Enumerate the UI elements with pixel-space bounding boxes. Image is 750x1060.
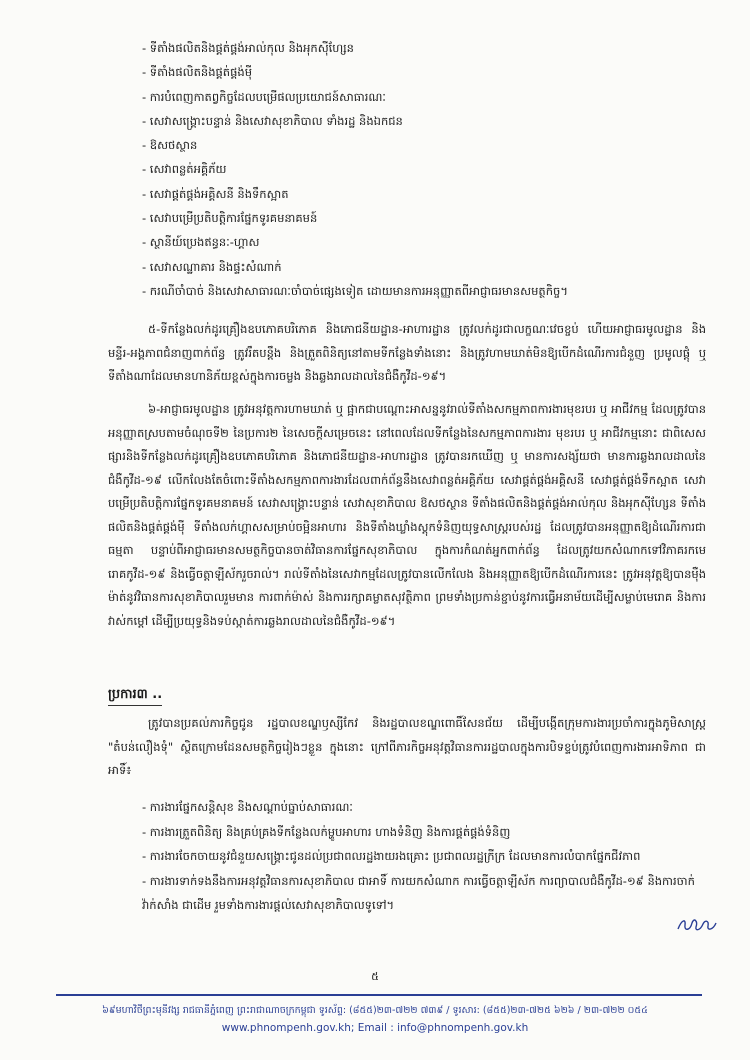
list-item: - ស្ថានីយ៍ប្រេងឥន្ធនៈ-ហ្គាស — [142, 235, 260, 250]
list-item: - ទីតាំងផលិតនិងផ្គត់ផ្គង់អាល់កុល និងអុកស៊ីហ្សែន — [142, 41, 354, 55]
footer-address: ៦៩មហាវិថីព្រះមុនីវង្ស រាជធានីភ្នំពេញ ព្រះរាជាណាចក្រកម្ពុជា ទូរស័ព្ទ: (៨៥៥)២៣-៧២២ ៧៣៩ / ទូរសារ: (៨៥៥)២៣-៧២៥ ៦២៦ / ២៣-៧២២ ០៥៤ — [102, 1005, 648, 1016]
list-item: - សេវាសណ្ឋាគារ និងផ្ទះសំណាក់ — [142, 259, 282, 274]
list-item: - ការបំពេញកាតព្វកិច្ចដែលបម្រើផលប្រយោជន៍សាធារណៈ — [142, 89, 386, 104]
article-3-heading: ប្រការ៣ .. — [108, 686, 162, 706]
paragraph-6: ៦-អាជ្ញាធរមូលដ្ឋាន ត្រូវអនុវត្តការហាមឃាត់ ឬ ផ្អាកជាបណ្តោះអាសន្ននូវរាល់ទីតាំងសកម្មភាពការងារមុខរបរ ឬ អាជីវកម្ម ដែលត្រូវបានអនុញ្ញាតស្របតាមចំណុចទី២ នៃប្រការ២ នៃសេចក្តីសម្រេចនេះ នៅពេលដែលទីកន្លែងនៃសកម្មភាពការងារ មុខរបរ ឬ អាជីវកម្មនោះ ជាពិសេសផ្សារនិងទីកន្លែងលក់ដូរគ្រឿងឧបភោគបរិភោគ និងភោជនីយដ្ឋាន-អាហារដ្ឋាន ត្រូវបានរកឃើញ ឬ មានការសង្ស័យថា មានការឆ្លងរាលដាលនៃជំងឺកូវីដ-១៩ លើកលែងតែចំពោះទីតាំងសកម្មភាពការងារដែលពាក់ព័ន្ធនឹងសេវាពន្លត់អគ្គិភ័យ សេវាផ្គត់ផ្គង់អគ្គិសនី សេវាផ្គត់ផ្គង់ទឹកស្អាត សេវាបម្រើប្រតិបត្តិការផ្នែកទូរគមនាគមន៍ សេវាសង្គ្រោះបន្ទាន់ សេវាសុខាភិបាល ឱសថស្ថាន ទីតាំងផលិតនិងផ្គត់ផ្គង់អាល់កុល និងអុកស៊ីហ្សែន ទីតាំងផលិតនិងផ្គត់ផ្គង់ម៉ី ទីតាំងលក់ហ្គាសសម្រាប់ចម្អិនអាហារ និងទីតាំងឃ្លាំងស្តុកទំនិញយុទ្ធសាស្ត្ររបស់រដ្ឋ ដែលត្រូវបានអនុញ្ញាតឱ្យដំណើរការជាធម្មតា បន្ទាប់ពីអាជ្ញាធរមានសមត្ថកិច្ចបានចាត់វិធានការផ្នែកសុខាភិបាល ក្នុងការកំណត់អ្នកពាក់ព័ន្ធ ដែលត្រូវយកសំណាកទៅវិភាគរកមេរោគកូវីដ-១៩ និងធ្វើចត្តាឡីស័ករួចរាល់។ រាល់ទីតាំងនៃសេវាកម្មដែលត្រូវបានលើកលែង និងអនុញ្ញាតឱ្យបើកដំណើរការនេះ ត្រូវអនុវត្តឱ្យបានម៉ឺងម៉ាត់នូវវិធានការសុខាភិបាលរួមមាន ការពាក់ម៉ាស់ និងការរក្សាគម្លាតសុវត្ថិភាព ព្រមទាំងប្រកាន់ខ្ជាប់នូវការធ្វើអនាម័យដើម្បីសម្លាប់មេរោគ និងការវាស់កម្តៅ ដើម្បីប្រយុទ្ធនិងទប់ស្កាត់ការឆ្លងរាលដាលនៃជំងឺកូវីដ-១៩។ — [108, 402, 706, 628]
footer-divider — [56, 994, 702, 996]
list-item: - ទីតាំងផលិតនិងផ្គត់ផ្គង់ម៉ី — [142, 65, 253, 80]
priority-tasks-list — [142, 795, 708, 918]
initials-signature — [676, 915, 718, 935]
list-item: - ការងារចែកចាយនូវជំនួយសង្គ្រោះជូនដល់ប្រជាពលរដ្ឋងាយរងគ្រោះ ប្រជាពលរដ្ឋក្រីក្រ ដែលមានការលំបាកផ្នែកជីវភាព — [142, 849, 641, 863]
list-item: - ការងារត្រួតពិនិត្យ និងគ្រប់គ្រងទីកន្លែងលក់ម្ហូបអាហារ ហាងទំនិញ និងការផ្គត់ផ្គង់ទំនិញ — [142, 824, 511, 839]
page-number: ៥ — [371, 970, 379, 983]
paragraph-5: ៥-ទីកន្លែងលក់ដូរគ្រឿងឧបភោគបរិភោគ និងភោជនីយដ្ឋាន-អាហារដ្ឋាន ត្រូវលក់ដូរជាលក្ខណៈវេចខ្ចប់ ហើយអាជ្ញាធរមូលដ្ឋាន និងមន្ទីរ-អង្គភាពជំនាញពាក់ព័ន្ធ ត្រូវរឹតបន្តឹង និងត្រួតពិនិត្យនៅតាមទីកន្លែងទាំងនោះ និងត្រូវហាមឃាត់មិនឱ្យបើកដំណើរការជំនួញ ប្រមូលផ្តុំ ឬ ទីតាំងណាដែលមានហានិភ័យខ្ពស់ក្នុងការចម្លង និងឆ្លងរាលដាលនៃជំងឺកូវីដ-១៩។ — [108, 322, 706, 383]
list-item: - សេវាផ្គត់ផ្គង់អគ្គិសនី និងទឹកស្អាត — [142, 186, 289, 201]
list-item: - ឱសថស្ថាន — [142, 138, 198, 153]
list-item: - ការងារទាក់ទងនឹងការអនុវត្តវិធានការសុខាភិបាល ជាអាទិ៍ ការយកសំណាក ការធ្វើចត្តាឡីស័ក ការព្យាបាលជំងឺកូវីដ-១៩ និងការចាក់វ៉ាក់សាំង ជាដើម រួមទាំងការងារផ្តល់សេវាសុខាភិបាលទូទៅ។ — [142, 873, 695, 912]
list-item: - សេវាបម្រើប្រតិបត្តិការផ្នែកទូរគមនាគមន៍ — [142, 211, 318, 226]
list-item: - សេវាសង្គ្រោះបន្ទាន់ និងសេវាសុខាភិបាល ទាំងរដ្ឋ និងឯកជន — [142, 113, 403, 128]
list-item: - សេវាពន្លត់អគ្គិភ័យ — [142, 162, 227, 177]
paragraph-article-3: ត្រូវបានប្រគល់ភារកិច្ចជូន រដ្ឋបាលខណ្ឌឫស្សីកែវ និងរដ្ឋបាលខណ្ឌពោធិ៍សែនជ័យ ដើម្បីបង្កើតក្រុមការងារប្រចាំការក្នុងភូមិសាស្ត្រ "តំបន់លឿងទុំ" ស្ថិតក្រោមដែនសមត្ថកិច្ចរៀងៗខ្លួន ក្នុងនោះ ក្រៅពីភារកិច្ចអនុវត្តវិធានការរដ្ឋបាលក្នុងការបិទខ្ទប់ត្រូវបំពេញការងារអាទិភាព ជាអាទិ៍៖ — [108, 716, 706, 777]
list-item: - ករណីចាំបាច់ និងសេវាសាធារណៈចាំបាច់ផ្សេងទៀត ដោយមានការអនុញ្ញាតពីអាជ្ញាធរមានសមត្ថកិច្ច។ — [142, 283, 568, 298]
list-item: - ការងារផ្នែកសន្តិសុខ និងសណ្តាប់ធ្នាប់សាធារណៈ — [142, 800, 353, 814]
footer-web-email: www.phnompenh.gov.kh; Email : info@phnompenh.gov.kh — [221, 1022, 529, 1034]
exempted-services-list — [142, 36, 702, 303]
